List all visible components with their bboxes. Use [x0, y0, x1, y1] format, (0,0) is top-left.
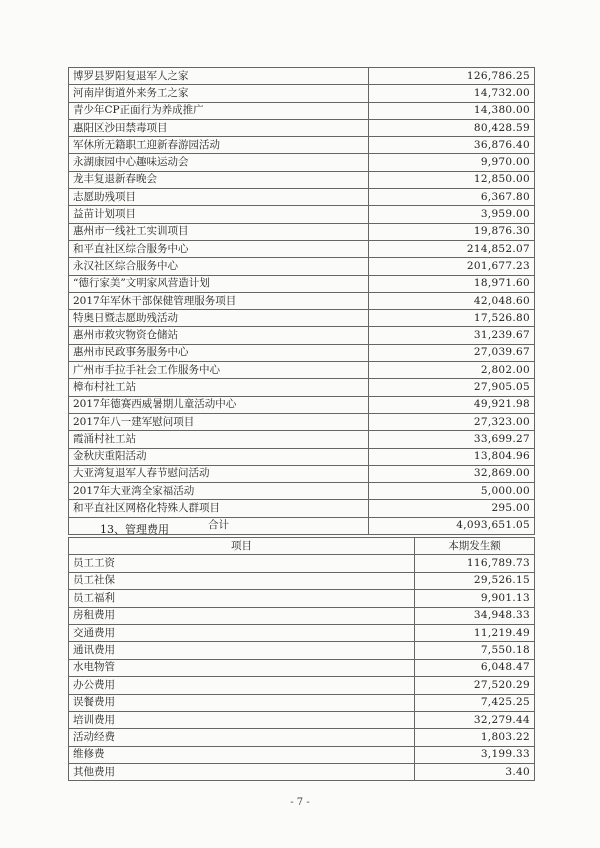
row-item: 房租费用 — [69, 607, 415, 624]
row-amount: 11,219.49 — [415, 624, 535, 641]
table-row — [69, 624, 535, 641]
row-amount: 32,869.00 — [369, 465, 535, 482]
table-row — [69, 677, 535, 694]
row-item: 活动经费 — [69, 729, 415, 746]
table-row — [69, 362, 535, 379]
row-amount: 27,520.29 — [415, 677, 535, 694]
row-item: 惠州市一线社工实训项目 — [69, 223, 369, 240]
row-amount: 7,425.25 — [415, 694, 535, 711]
row-item: 员工社保 — [69, 572, 415, 589]
row-item: 和平直社区网格化特殊人群项目 — [69, 500, 369, 517]
row-amount: 14,380.00 — [369, 102, 535, 119]
row-amount: 31,239.67 — [369, 327, 535, 344]
row-amount: 32,279.44 — [415, 711, 535, 728]
row-item: 志愿助残项目 — [69, 189, 369, 206]
table-row — [69, 154, 535, 171]
table-row — [69, 171, 535, 188]
row-item: 2017年军休干部保健管理服务项目 — [69, 292, 369, 309]
table-row — [69, 607, 535, 624]
row-amount: 14,732.00 — [369, 85, 535, 102]
row-item: 和平直社区综合服务中心 — [69, 240, 369, 257]
table-row — [69, 240, 535, 257]
section-title: 13、管理费用 — [100, 523, 169, 536]
row-item: 员工福利 — [69, 590, 415, 607]
row-item: 惠阳区沙田禁毒项目 — [69, 119, 369, 136]
row-item: 惠州市救灾物资仓储站 — [69, 327, 369, 344]
row-item: 益苗计划项目 — [69, 206, 369, 223]
row-amount: 29,526.15 — [415, 572, 535, 589]
table-row — [69, 206, 535, 223]
row-amount: 214,852.07 — [369, 240, 535, 257]
table-row — [69, 431, 535, 448]
header-item: 项目 — [69, 538, 415, 555]
table-row — [69, 396, 535, 413]
table-row — [69, 68, 535, 85]
row-item: 河南岸街道外来务工之家 — [69, 85, 369, 102]
row-item: 2017年八一建军慰问项目 — [69, 413, 369, 430]
table-row — [69, 119, 535, 136]
row-item: 青少年CP正面行为养成推广 — [69, 102, 369, 119]
row-amount: 9,901.13 — [415, 590, 535, 607]
row-amount: 6,048.47 — [415, 659, 535, 676]
table-row — [69, 275, 535, 292]
row-amount: 6,367.80 — [369, 189, 535, 206]
row-item: 培训费用 — [69, 711, 415, 728]
table-row — [69, 344, 535, 361]
row-amount: 36,876.40 — [369, 137, 535, 154]
row-item: 永湖康园中心趣味运动会 — [69, 154, 369, 171]
table-row — [69, 85, 535, 102]
table-row — [69, 223, 535, 240]
table-row — [69, 555, 535, 572]
table-row — [69, 642, 535, 659]
table-row — [69, 102, 535, 119]
row-item: 大亚湾复退军人春节慰问活动 — [69, 465, 369, 482]
row-amount: 27,039.67 — [369, 344, 535, 361]
row-amount: 295.00 — [369, 500, 535, 517]
row-amount: 18,971.60 — [369, 275, 535, 292]
row-amount: 5,000.00 — [369, 483, 535, 500]
project-expense-table — [68, 67, 535, 535]
page-number: - 7 - — [290, 797, 310, 808]
row-amount: 201,677.23 — [369, 258, 535, 275]
row-item: 员工工资 — [69, 555, 415, 572]
row-amount: 12,850.00 — [369, 171, 535, 188]
row-item: 惠州市民政事务服务中心 — [69, 344, 369, 361]
row-amount: 17,526.80 — [369, 310, 535, 327]
row-item: 办公费用 — [69, 677, 415, 694]
row-item: 樟布村社工站 — [69, 379, 369, 396]
table-row — [69, 500, 535, 517]
row-item: 水电物管 — [69, 659, 415, 676]
row-item: 维修费 — [69, 746, 415, 763]
table-header-row — [69, 538, 535, 555]
row-item: 博罗县罗阳复退军人之家 — [69, 68, 369, 85]
row-amount: 7,550.18 — [415, 642, 535, 659]
row-amount: 34,948.33 — [415, 607, 535, 624]
row-item: 金秋庆重阳活动 — [69, 448, 369, 465]
table-row — [69, 327, 535, 344]
row-amount: 42,048.60 — [369, 292, 535, 309]
row-amount: 49,921.98 — [369, 396, 535, 413]
row-amount: 27,323.00 — [369, 413, 535, 430]
row-item: 军休所无籍职工迎新春游园活动 — [69, 137, 369, 154]
table-row — [69, 137, 535, 154]
row-item: 2017年大亚湾全家福活动 — [69, 483, 369, 500]
row-item: 龙丰复退新春晚会 — [69, 171, 369, 188]
row-item: “德行家美”文明家风营造计划 — [69, 275, 369, 292]
row-amount: 80,428.59 — [369, 119, 535, 136]
row-item: 霞涌村社工站 — [69, 431, 369, 448]
row-item: 交通费用 — [69, 624, 415, 641]
table-row — [69, 379, 535, 396]
table-row — [69, 590, 535, 607]
project-expense-table-body — [69, 68, 535, 518]
table-row — [69, 694, 535, 711]
header-amount: 本期发生额 — [415, 538, 535, 555]
table-row — [69, 258, 535, 275]
table-row — [69, 764, 535, 781]
row-amount: 116,789.73 — [415, 555, 535, 572]
row-amount: 3.40 — [415, 764, 535, 781]
row-item: 特奥日暨志愿助残活动 — [69, 310, 369, 327]
row-item: 2017年德赛西威暑期儿童活动中心 — [69, 396, 369, 413]
table-row — [69, 659, 535, 676]
table-row — [69, 292, 535, 309]
row-amount: 2,802.00 — [369, 362, 535, 379]
total-label: 合计 — [69, 517, 369, 534]
row-item: 通讯费用 — [69, 642, 415, 659]
table-row — [69, 448, 535, 465]
row-amount: 27,905.05 — [369, 379, 535, 396]
table-row — [69, 310, 535, 327]
row-amount: 19,876.30 — [369, 223, 535, 240]
row-amount: 9,970.00 — [369, 154, 535, 171]
row-item: 广州市手拉手社会工作服务中心 — [69, 362, 369, 379]
row-item: 误餐费用 — [69, 694, 415, 711]
row-amount: 126,786.25 — [369, 68, 535, 85]
row-amount: 1,803.22 — [415, 729, 535, 746]
row-amount: 33,699.27 — [369, 431, 535, 448]
table-row — [69, 189, 535, 206]
table-row — [69, 746, 535, 763]
row-item: 其他费用 — [69, 764, 415, 781]
total-amount: 4,093,651.05 — [369, 517, 535, 534]
table-row — [69, 572, 535, 589]
row-item: 永汉社区综合服务中心 — [69, 258, 369, 275]
table-row — [69, 729, 535, 746]
management-expense-table — [68, 537, 535, 781]
table-row — [69, 483, 535, 500]
row-amount: 3,959.00 — [369, 206, 535, 223]
table-row — [69, 413, 535, 430]
table-row — [69, 465, 535, 482]
table-row — [69, 711, 535, 728]
management-expense-table-body — [69, 555, 535, 781]
row-amount: 13,804.96 — [369, 448, 535, 465]
row-amount: 3,199.33 — [415, 746, 535, 763]
